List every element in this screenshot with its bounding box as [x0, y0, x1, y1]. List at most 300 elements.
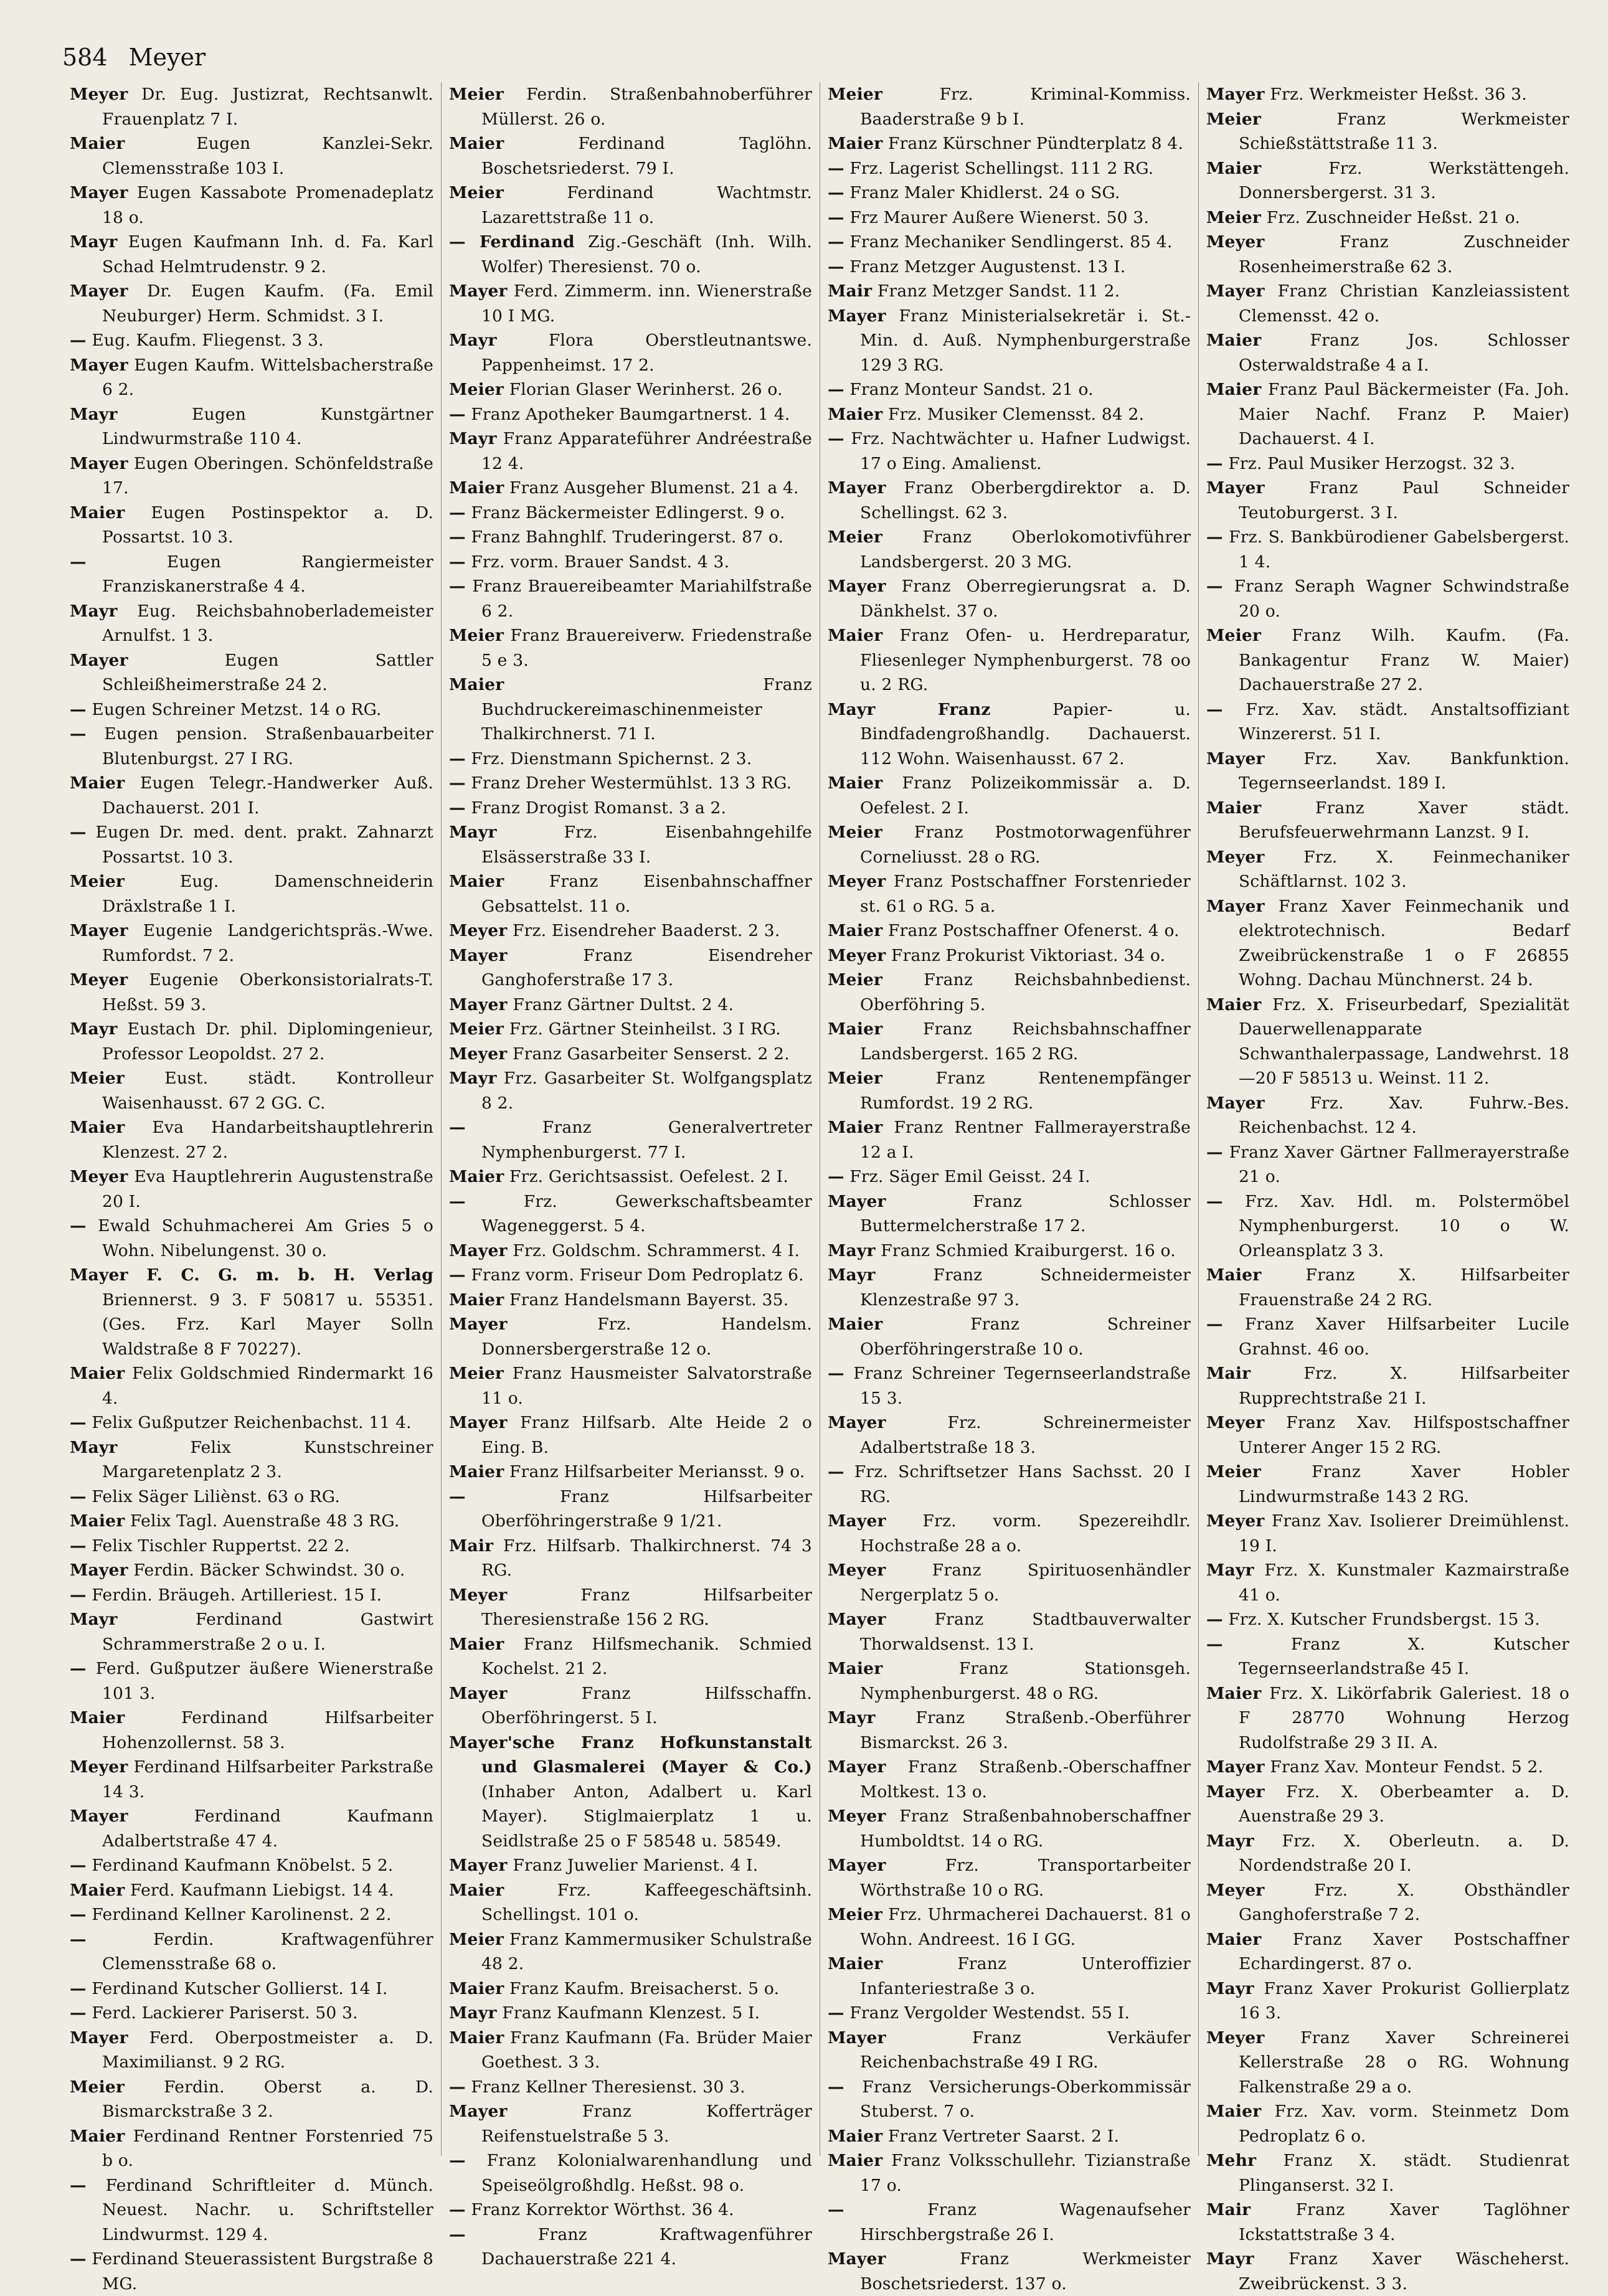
directory-entry [449, 2099, 812, 2148]
entry-surname: Mayer [828, 577, 886, 596]
entry-surname: Meyer [1206, 232, 1265, 252]
entry-details: Frz. Xav. Fuhrw.-Bes. Reichenbachst. 12 4. [1239, 1093, 1569, 1137]
entry-surname: Mair [1206, 2200, 1251, 2219]
directory-columns [62, 82, 1577, 2294]
directory-entry [70, 1509, 433, 1534]
entry-surname: Mehr [1206, 2151, 1257, 2170]
entry-details: Frz. Nachtwächter u. Hafner Ludwigst. 17 o Eing. Amalienst. [851, 429, 1191, 473]
entry-surname: Mayer [449, 1413, 508, 1432]
entry-surname: Meier [449, 1929, 504, 1949]
entry-surname: Mayr [449, 331, 497, 350]
entry-details: Ferdinand Hilfsarbeiter Hohenzollernst. 58 3. [102, 1708, 433, 1752]
directory-entry [449, 869, 812, 919]
directory-entry [449, 427, 812, 476]
directory-entry [449, 771, 812, 796]
entry-details: Franz Stationsgeh. Nymphenburgerst. 48 o RG. [860, 1659, 1191, 1703]
entry-details: Franz Kellner Theresienst. 30 3. [471, 2077, 745, 2097]
entry-surname: Meyer [828, 872, 886, 891]
directory-entry [449, 1853, 812, 1878]
directory-entry [1206, 2247, 1569, 2296]
entry-surname: Mayer [828, 2249, 886, 2269]
entry-details: Franz Korrektor Wörthst. 36 4. [471, 2200, 734, 2219]
entry-surname: — [70, 1905, 87, 1924]
entry-surname: Mayer F. C. G. m. b. H. Verlag [70, 1265, 433, 1285]
directory-entry [828, 1115, 1191, 1165]
entry-surname: Mayer [70, 921, 128, 940]
directory-entry [449, 2198, 812, 2223]
entry-surname: Meier [449, 85, 504, 104]
entry-details: Franz vorm. Friseur Dom Pedroplatz 6. [471, 1265, 804, 1285]
entry-surname: Meyer [70, 1167, 128, 1186]
entry-surname: Mayer [70, 355, 128, 375]
entry-surname: Meyer [828, 945, 886, 965]
entry-surname: Maier [449, 2028, 504, 2048]
entry-surname: Meier [449, 1364, 504, 1383]
entry-surname: Maier [449, 478, 504, 498]
entry-surname: Mayer'sche Franz Hofkunstanstalt und Glasmalerei (Mayer & Co.) [449, 1732, 812, 1777]
entry-surname: Maier [1206, 994, 1262, 1014]
entry-details: Franz Ausgeher Blumenst. 21 a 4. [509, 478, 799, 498]
directory-entry [828, 476, 1191, 525]
entry-details: Flora Oberstleutnantswe. Pappenheimst. 17 2. [481, 331, 812, 375]
entry-details: Franz Kolonialwarenhandlung und Speiseölgroßhdlg. Heßst. 98 o. [481, 2151, 812, 2195]
directory-entry [828, 1607, 1191, 1656]
entry-surname: Maier [828, 921, 883, 940]
entry-surname: Meyer [70, 1757, 128, 1777]
entry-details: Eug. Reichsbahnoberlademeister Arnulfst. 1 3. [102, 601, 434, 645]
directory-entry [70, 919, 433, 968]
entry-surname: Mayr [70, 1019, 118, 1039]
entry-details: Franz Buchdruckereimaschinenmeister Thalkirchnerst. 71 I. [481, 675, 812, 744]
entry-details: Dr. Eugen Kaufm. (Fa. Emil Neuburger) Herm. Schmidst. 3 I. [102, 281, 433, 326]
entry-details: Frz. Eisendreher Baaderst. 2 3. [513, 921, 780, 940]
entry-surname: Maier [1206, 2102, 1262, 2121]
directory-entry [1206, 574, 1569, 623]
directory-entry [449, 550, 812, 575]
entry-details: Franz Apparateführer Andréestraße 12 4. [481, 429, 812, 473]
entry-surname: — [70, 331, 87, 350]
entry-details: Frz. Säger Emil Geisst. 24 I. [849, 1167, 1090, 1186]
entry-details: Franz Hilfsmechanik. Schmied Kochelst. 21 2. [481, 1634, 812, 1678]
entry-details: Franz Christian Kanzleiassistent Clemensst. 42 o. [1239, 281, 1570, 326]
entry-surname: Mayr [1206, 1831, 1254, 1851]
entry-details: Franz Zuschneider Rosenheimerstraße 62 3. [1239, 232, 1569, 276]
directory-entry [449, 501, 812, 526]
directory-entry [1206, 2198, 1569, 2247]
directory-entry [1206, 279, 1569, 328]
directory-entry [70, 968, 433, 1017]
entry-details: Franz Hausmeister Salvatorstraße 11 o. [481, 1364, 812, 1408]
entry-details: Frz. X. Friseurbedarf, Spezialität Dauerwellenapparate Schwanthalerpassage, Landwehrst. 18—20 F 58513 u. Weinst. 11 2. [1239, 994, 1570, 1088]
entry-details: Felix Tagl. Auenstraße 48 3 RG. [130, 1511, 400, 1531]
entry-details: Franz Stadtbauverwalter Thorwaldsenst. 13 I. [860, 1610, 1191, 1654]
directory-entry [449, 1485, 812, 1534]
entry-details: Ferdinand Schriftleiter d. Münch. Neuest. Nachr. u. Schriftsteller Lindwurmst. 129 4. [102, 2175, 434, 2244]
entry-surname: Maier [1206, 331, 1262, 350]
directory-entry [449, 1312, 812, 1361]
entry-details: Eug. Damenschneiderin Dräxlstraße 1 I. [102, 872, 433, 916]
directory-entry [828, 2148, 1191, 2198]
directory-entry [1206, 1755, 1569, 1780]
entry-details: Eugen Telegr.-Handwerker Auß. Dachauerst. 201 I. [102, 773, 434, 818]
entry-surname: Mayer [1206, 1757, 1265, 1777]
directory-entry [1206, 82, 1569, 107]
entry-details: Franz Eisendreher Ganghoferstraße 17 3. [481, 945, 812, 990]
directory-entry [70, 1485, 433, 1509]
directory-entry [449, 1239, 812, 1264]
directory-entry [70, 1804, 433, 1853]
entry-details: Ferdin. Straßenbahnoberführer Müllerst. 26 o. [481, 85, 812, 129]
entry-details: Zig.-Geschäft (Inh. Wilh. Wolfer) Theresienst. 70 o. [481, 232, 812, 276]
entry-details: Briennerst. 9 3. F 50817 u. 55351. (Ges. Frz. Karl Mayer Solln Waldstraße 8 F 70227). [102, 1290, 433, 1359]
directory-entry [828, 255, 1191, 280]
entry-surname: Mayr [70, 232, 118, 252]
entry-surname: Mayr [70, 404, 118, 424]
entry-surname: Mayer [70, 183, 128, 202]
entry-surname: Mayer [70, 1561, 128, 1580]
directory-entry [828, 1361, 1191, 1410]
directory-entry [70, 648, 433, 697]
directory-entry [828, 1312, 1191, 1361]
entry-surname: Maier [828, 2151, 883, 2170]
entry-surname: Mayer [449, 1315, 508, 1334]
entry-details: Franz Xav. Monteur Fendst. 5 2. [1270, 1757, 1544, 1777]
entry-details: Franz Schmied Kraiburgerst. 16 o. [881, 1240, 1176, 1260]
directory-entry [828, 1460, 1191, 1509]
directory-entry [449, 1632, 812, 1681]
directory-entry [1206, 2099, 1569, 2148]
entry-details: Franz Kammermusiker Schulstraße 48 2. [481, 1929, 812, 1973]
directory-entry [449, 1361, 812, 1410]
directory-entry [449, 2148, 812, 2198]
directory-entry [449, 1878, 812, 1927]
entry-surname: Meyer [449, 921, 508, 940]
entry-details: Eugen Kunstgärtner Lindwurmstraße 110 4. [102, 404, 434, 448]
entry-surname: Mayer [1206, 85, 1265, 104]
entry-details: Franz Xav. Hilfspostschaffner Unterer Anger 15 2 RG. [1239, 1413, 1570, 1457]
entry-details: Franz Kaufmann Klenzest. 5 I. [502, 2003, 760, 2023]
entry-details: Franz Kofferträger Reifenstuelstraße 5 3. [481, 2102, 813, 2146]
entry-details: Franz Postschaffner Forstenrieder st. 61 o RG. 5 a. [860, 872, 1191, 916]
entry-surname: — [70, 552, 87, 572]
entry-details: Franz Apotheker Baumgartnerst. 1 4. [471, 404, 790, 424]
entry-surname: — [828, 2077, 844, 2097]
entry-surname: Mayer [828, 1191, 886, 1211]
directory-entry [828, 206, 1191, 230]
entry-details: Franz Xaver Feinmechanik und elektrotechnisch. Bedarf Zweibrückenstraße 1 o F 26855 Wohng. Dachau Münchnerst. 24 b. [1239, 896, 1570, 990]
directory-entry [70, 1017, 433, 1066]
entry-details: Frz. S. Bankbürodiener Gabelsbergerst. 1 4. [1229, 527, 1570, 572]
entry-surname: Meyer [1206, 1413, 1265, 1432]
directory-entry [828, 131, 1191, 156]
entry-surname: — [70, 699, 87, 719]
directory-entry [828, 377, 1191, 402]
directory-entry [449, 181, 812, 230]
entry-details: Franz Postmotorwagenführer Corneliusst. 28 o RG. [860, 823, 1191, 867]
entry-details: Franz Versicherungs-Oberkommissär Stuberst. 7 o. [860, 2077, 1191, 2121]
entry-details: Franz Metzger Augustenst. 13 I. [849, 257, 1126, 276]
directory-entry [1206, 2026, 1569, 2100]
entry-details: Franz Straßenb.-Oberschaffner Moltkest. 13 o. [860, 1757, 1191, 1802]
entry-details: Frz. Gerichtsassist. Oefelest. 2 I. [509, 1167, 788, 1186]
entry-details: Frz. vorm. Spezereihdlr. Hochstraße 28 a o. [860, 1511, 1191, 1556]
entry-surname: — [70, 1536, 87, 1556]
directory-entry [70, 1878, 433, 1903]
entry-surname: — [449, 798, 466, 818]
entry-details: Franz Xav. Isolierer Dreimühlenst. 19 I. [1239, 1511, 1569, 1556]
entry-surname: Mayer [1206, 896, 1265, 916]
entry-details: Ferdinand Wachtmstr. Lazarettstraße 11 o. [481, 183, 812, 227]
entry-surname: — [828, 232, 844, 252]
entry-surname: Meier [70, 1069, 125, 1088]
entry-details: Frz. Hilfsarb. Thalkirchnerst. 74 3 RG. [481, 1536, 812, 1580]
directory-entry [70, 1927, 433, 1977]
entry-details: Franz Kaufm. Breisacherst. 5 o. [509, 1978, 780, 1998]
directory-entry [70, 501, 433, 550]
entry-surname: — [70, 1659, 87, 1678]
directory-entry [70, 230, 433, 279]
entry-surname: — [449, 749, 466, 768]
entry-details: Frz. Gasarbeiter St. Wolfgangsplatz 8 2. [481, 1069, 812, 1113]
entry-surname: Meier [828, 527, 883, 547]
directory-entry [449, 1681, 812, 1731]
entry-details: Ewald Schuhmacherei Am Gries 5 o Wohn. Nibelungenst. 30 o. [98, 1216, 434, 1260]
entry-surname: Mayer [70, 2028, 128, 2048]
directory-entry [70, 1263, 433, 1361]
entry-surname: Meyer [70, 85, 128, 104]
entry-surname: — [449, 2224, 466, 2244]
entry-surname: Mayer [449, 994, 508, 1014]
entry-details: Franz Handelsmann Bayerst. 35. [509, 1290, 789, 1310]
entry-details: Frz. Xav. vorm. Steinmetz Dom Pedroplatz 6 o. [1239, 2102, 1569, 2146]
entry-details: Ferdin. Kraftwagenführer Clemensstraße 68 o. [102, 1929, 433, 1973]
entry-details: Ferdinand Kutscher Gollierst. 14 I. [92, 1978, 388, 1998]
directory-entry [828, 1804, 1191, 1853]
entry-surname: Mayr [1206, 1561, 1254, 1580]
entry-details: Eugen Sattler Schleißheimerstraße 24 2. [102, 650, 433, 694]
entry-surname: — [70, 1413, 87, 1432]
directory-entry [1206, 1878, 1569, 1927]
entry-surname: Maier [1206, 1683, 1262, 1703]
directory-entry [449, 919, 812, 943]
directory-entry [70, 82, 433, 131]
entry-details: Frz. Gewerkschaftsbeamter Wageneggerst. 5 4. [481, 1191, 813, 1235]
entry-surname: — [828, 1364, 844, 1383]
entry-surname: Meier [449, 380, 504, 399]
entry-surname: — [449, 2077, 466, 2097]
entry-details: Franz Schreiner Oberföhringerstraße 10 o. [860, 1315, 1191, 1359]
entry-surname: Meier [828, 85, 883, 104]
entry-details: Franz Monteur Sandst. 21 o. [849, 380, 1094, 399]
entry-details: Franz X. städt. Studienrat Plinganserst. 32 I. [1239, 2151, 1569, 2195]
directory-entry [1206, 1681, 1569, 1755]
directory-entry [70, 1607, 433, 1656]
entry-surname: — [70, 2175, 87, 2195]
directory-entry [828, 1165, 1191, 1189]
entry-surname: Mair [828, 281, 873, 301]
directory-entry [828, 2247, 1191, 2296]
entry-surname: — [1206, 1634, 1223, 1654]
entry-details: Franz Paul Bäckermeister (Fa. Joh. Maier Nachf. Franz P. Maier) Dachauerst. 4 I. [1239, 380, 1569, 448]
entry-details: Franz Polizeikommissär a. D. Oefelest. 2 I. [860, 773, 1191, 818]
entry-details: (Inhaber Anton, Adalbert u. Karl Mayer). Stiglmaierplatz 1 u. Seidlstraße 25 o F 58548 u. 58549. [481, 1782, 812, 1851]
entry-details: Ferdinand Gastwirt Schrammerstraße 2 o u. I. [102, 1610, 434, 1654]
entry-details: Franz Xaver Schreinerei Kellerstraße 28 o RG. Wohnung Falkenstraße 29 a o. [1239, 2028, 1570, 2097]
entry-details: Eugen Oberingen. Schönfeldstraße 17. [102, 453, 433, 498]
entry-details: Franz Rentenempfänger Rumfordst. 19 2 RG. [860, 1069, 1191, 1113]
entry-details: Felix Säger Liliènst. 63 o RG. [92, 1486, 340, 1506]
directory-entry [449, 1288, 812, 1313]
directory-entry [828, 2124, 1191, 2149]
entry-details: Franz Paul Schneider Teutoburgerst. 3 I. [1239, 478, 1569, 522]
entry-surname: Maier [70, 773, 125, 793]
entry-details: Franz Dreher Westermühlst. 13 3 RG. [471, 773, 792, 793]
directory-entry [828, 1952, 1191, 2001]
entry-details: Frz. X. Obsthändler Ganghoferstraße 7 2. [1239, 1880, 1569, 1924]
entry-surname: Mayer [828, 478, 886, 498]
entry-details: Franz Reichsbahnschaffner Landsbergerst. 165 2 RG. [860, 1019, 1191, 1064]
entry-surname: Maier [449, 1167, 504, 1186]
directory-entry [70, 131, 433, 181]
directory-entry [70, 771, 433, 820]
directory-entry [449, 1066, 812, 1115]
entry-surname: — [449, 1191, 466, 1211]
entry-surname: — [1206, 1191, 1223, 1211]
entry-surname: Meyer [828, 1561, 886, 1580]
entry-surname: Maier [828, 404, 883, 424]
entry-surname: — [70, 1856, 87, 1875]
directory-entry [449, 377, 812, 402]
directory-entry [70, 1165, 433, 1214]
directory-entry [70, 353, 433, 402]
entry-details: Franz Schlosser Buttermelcherstraße 17 2. [860, 1191, 1191, 1235]
directory-entry [449, 1534, 812, 1583]
entry-surname: Maier [828, 626, 883, 645]
directory-entry [1206, 2148, 1569, 2198]
directory-entry [1206, 1091, 1569, 1140]
entry-details: Franz Xaver Taglöhner Ickstattstraße 3 4. [1239, 2200, 1569, 2244]
entry-details: Franz Oberlokomotivführer Landsbergerst. 20 3 MG. [860, 527, 1191, 572]
entry-surname: Maier [70, 1880, 125, 1900]
column-2 [441, 82, 820, 2269]
entry-surname: Mayer [1206, 281, 1265, 301]
entry-details: Ferdinand Taglöhn. Boschetsriederst. 79 I. [481, 134, 812, 178]
entry-details: Frz. X. Kutscher Frundsbergst. 15 3. [1228, 1610, 1540, 1629]
entry-details: Franz Hilfsarbeiter Theresienstraße 156 2 RG. [481, 1585, 812, 1629]
entry-details: Franz Metzger Sandst. 11 2. [877, 281, 1120, 301]
directory-entry [828, 1066, 1191, 1115]
column-1 [62, 82, 441, 2294]
directory-entry [1206, 1312, 1569, 1361]
entry-surname: — [1206, 699, 1223, 719]
entry-details: Frz. Musiker Clemensst. 84 2. [888, 404, 1145, 424]
entry-surname: Mayr [70, 1437, 118, 1457]
entry-details: Franz Gärtner Dultst. 2 4. [513, 994, 734, 1014]
directory-entry [70, 1115, 433, 1165]
entry-details: Ferd. Kaufmann Liebigst. 14 4. [130, 1880, 394, 1900]
entry-details: Ferdinand Kaufmann Knöbelst. 5 2. [92, 1856, 394, 1875]
entry-details: Franz Xaver städt. Berufsfeuerwehrmann Lanzst. 9 I. [1239, 798, 1569, 842]
directory-entry [1206, 156, 1569, 206]
entry-details: Franz Jos. Schlosser Osterwaldstraße 4 a I. [1239, 331, 1569, 375]
directory-entry [828, 304, 1191, 378]
directory-entry [828, 820, 1191, 869]
directory-entry [449, 2223, 812, 2272]
directory-entry [70, 550, 433, 599]
directory-entry [449, 525, 812, 550]
directory-entry [1206, 1829, 1569, 1878]
entry-details: Papier- u. Bindfadengroßhandlg. Dachauerst. 112 Wohn. Waisenhausst. 67 2. [860, 699, 1191, 768]
entry-details: Eva Hauptlehrerin Augustenstraße 20 I. [102, 1167, 433, 1211]
column-3 [820, 82, 1198, 2294]
directory-entry [828, 2198, 1191, 2247]
entry-surname: Mayer [828, 1413, 886, 1432]
entry-surname: Meier [1206, 626, 1262, 645]
directory-entry [449, 574, 812, 623]
entry-details: Franz Kürschner Pündterplatz 8 4. [888, 134, 1184, 153]
entry-surname: Maier [449, 1880, 504, 1900]
directory-entry [1206, 845, 1569, 894]
entry-details: Franz Schneidermeister Klenzestraße 97 3. [860, 1265, 1191, 1310]
entry-surname: Mayer [449, 945, 508, 965]
entry-surname: Maier [828, 773, 883, 793]
directory-entry [828, 968, 1191, 1017]
entry-surname: Meyer [70, 970, 128, 990]
entry-details: Frz. Uhrmacherei Dachauerst. 81 o Wohn. Andreest. 16 I GG. [860, 1905, 1191, 1949]
entry-surname: — [828, 1462, 844, 1481]
entry-surname: Mayr Franz [828, 699, 991, 719]
directory-entry [70, 2001, 433, 2026]
entry-surname: Maier [449, 1290, 504, 1310]
entry-details: Eugen pension. Straßenbauarbeiter Blutenburgst. 27 I RG. [102, 724, 433, 768]
entry-details: Eustach Dr. phil. Diplomingenieur, Professor Leopoldst. 27 2. [102, 1019, 433, 1064]
directory-entry [1206, 747, 1569, 796]
entry-surname: — Ferdinand [449, 232, 575, 252]
directory-entry [70, 279, 433, 328]
entry-details: Franz Rentner Fallmerayerstraße 12 a I. [860, 1118, 1191, 1162]
directory-entry [70, 451, 433, 501]
entry-surname: — [70, 1216, 87, 1235]
directory-entry [1206, 230, 1569, 279]
entry-surname: — [70, 1486, 87, 1506]
entry-surname: Mayer [449, 281, 508, 301]
directory-entry [828, 1509, 1191, 1558]
directory-entry [828, 1853, 1191, 1902]
entry-surname: Meier [449, 1019, 504, 1039]
directory-entry [449, 1042, 812, 1067]
entry-details: Felix Kunstschreiner Margaretenplatz 2 3. [102, 1437, 433, 1481]
directory-entry [828, 230, 1191, 255]
entry-surname: Maier [1206, 1929, 1262, 1949]
entry-surname: — [70, 724, 87, 744]
entry-details: Frz. Goldschm. Schrammerst. 4 I. [513, 1240, 800, 1260]
entry-details: Frz. Kaffeegeschäftsinh. Schellingst. 101 o. [481, 1880, 812, 1924]
directory-entry [70, 1656, 433, 1706]
entry-surname: Mayer [70, 281, 128, 301]
entry-details: Franz Maler Khidlerst. 24 o SG. [849, 183, 1120, 202]
directory-entry [70, 1534, 433, 1559]
entry-details: Franz Eisenbahnschaffner Gebsattelst. 11 o. [481, 872, 813, 916]
directory-entry [828, 1189, 1191, 1239]
directory-entry [1206, 1460, 1569, 1509]
directory-entry [1206, 1977, 1569, 2026]
directory-entry [449, 230, 812, 279]
directory-entry [1206, 1558, 1569, 1607]
directory-entry [70, 1853, 433, 1878]
entry-details: Frz. X. Kunstmaler Kazmairstraße 41 o. [1239, 1561, 1570, 1605]
entry-surname: Maier [828, 2126, 883, 2146]
entry-surname: — [828, 429, 844, 448]
